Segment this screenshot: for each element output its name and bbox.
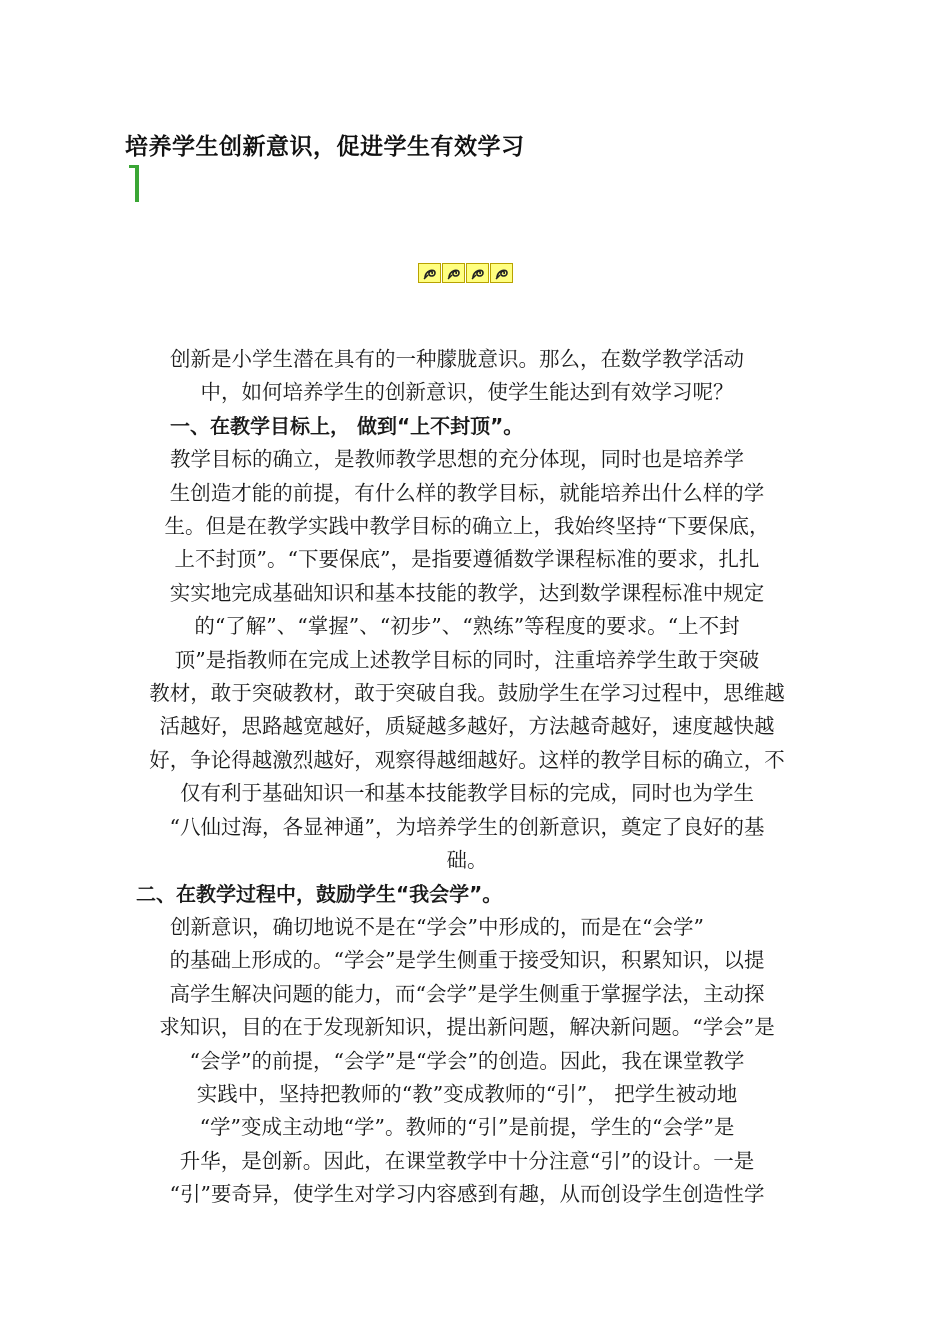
swirl-icon — [466, 263, 489, 283]
body-line: “引”要奇异，使学生对学习内容感到有趣，从而创设学生创造性学 — [169, 1182, 765, 1207]
body-line: 上不封顶”。“下要保底”，是指要遵循数学课程标准的要求，扎扎 — [174, 547, 760, 572]
body-line: 求知识，目的在于发现新知识，提出新问题，解决新问题。“学会”是 — [159, 1015, 775, 1040]
body-line: 实实地完成基础知识和基本技能的教学，达到数学课程标准中规定 — [169, 580, 765, 605]
body-line: 升华，是创新。因此，在课堂教学中十分注意“引”的设计。一是 — [179, 1148, 755, 1173]
body-line: 的基础上形成的。“学会”是学生侧重于接受知识，积累知识，以提 — [169, 948, 765, 973]
section-heading: 二、在教学过程中，鼓励学生“我会学”。 — [136, 881, 503, 906]
body-line: 教学目标的确立，是教师教学思想的充分体现，同时也是培养学 — [170, 447, 744, 472]
body-line: 的“了解”、“掌握”、“初步”、“熟练”等程度的要求。“上不封 — [194, 614, 740, 639]
body-line: 高学生解决问题的能力，而“会学”是学生侧重于掌握学法，主动探 — [169, 981, 765, 1006]
body-line: 生。但是在教学实践中教学目标的确立上，我始终坚持“下要保底， — [164, 514, 770, 539]
body-line: 中，如何培养学生的创新意识，使学生能达到有效学习呢？ — [200, 380, 734, 405]
body-line: 实践中，坚持把教师的“教”变成教师的“引”， 把学生被动地 — [196, 1081, 738, 1106]
ornament-divider — [418, 263, 514, 283]
body-line: 创新意识，确切地说不是在“学会”中形成的，而是在“会学” — [170, 914, 704, 939]
body-line: 生创造才能的前提，有什么样的教学目标，就能培养出什么样的学 — [169, 480, 765, 505]
body-line: 础。 — [446, 848, 488, 873]
body-line: “学”变成主动地“学”。教师的“引”是前提，学生的“会学”是 — [199, 1115, 735, 1140]
body-line: “八仙过海，各显神通”，为培养学生的创新意识，奠定了良好的基 — [169, 814, 765, 839]
document-body — [136, 343, 798, 1212]
body-line: 教材，敢于突破教材，敢于突破自我。鼓励学生在学习过程中，思维越 — [149, 681, 785, 706]
body-line: 好，争论得越激烈越好，观察得越细越好。这样的教学目标的确立，不 — [149, 747, 785, 772]
green-bracket-decoration — [128, 165, 140, 203]
swirl-icon — [490, 263, 513, 283]
section-heading: 一、在教学目标上， 做到“上不封顶”。 — [170, 413, 524, 438]
body-line: “会学”的前提，“会学”是“学会”的创造。因此，我在课堂教学 — [189, 1048, 745, 1073]
swirl-icon — [442, 263, 465, 283]
document-title: 培养学生创新意识，促进学生有效学习 — [125, 134, 525, 160]
body-line: 顶”是指教师在完成上述教学目标的同时，注重培养学生敢于突破 — [174, 647, 760, 672]
body-line: 活越好，思路越宽越好，质疑越多越好，方法越奇越好，速度越快越 — [159, 714, 775, 739]
body-line: 仅有利于基础知识一和基本技能教学目标的完成，同时也为学生 — [180, 781, 754, 806]
body-line: 创新是小学生潜在具有的一种朦胧意识。那么，在数学教学活动 — [170, 347, 744, 371]
swirl-icon — [418, 263, 441, 283]
